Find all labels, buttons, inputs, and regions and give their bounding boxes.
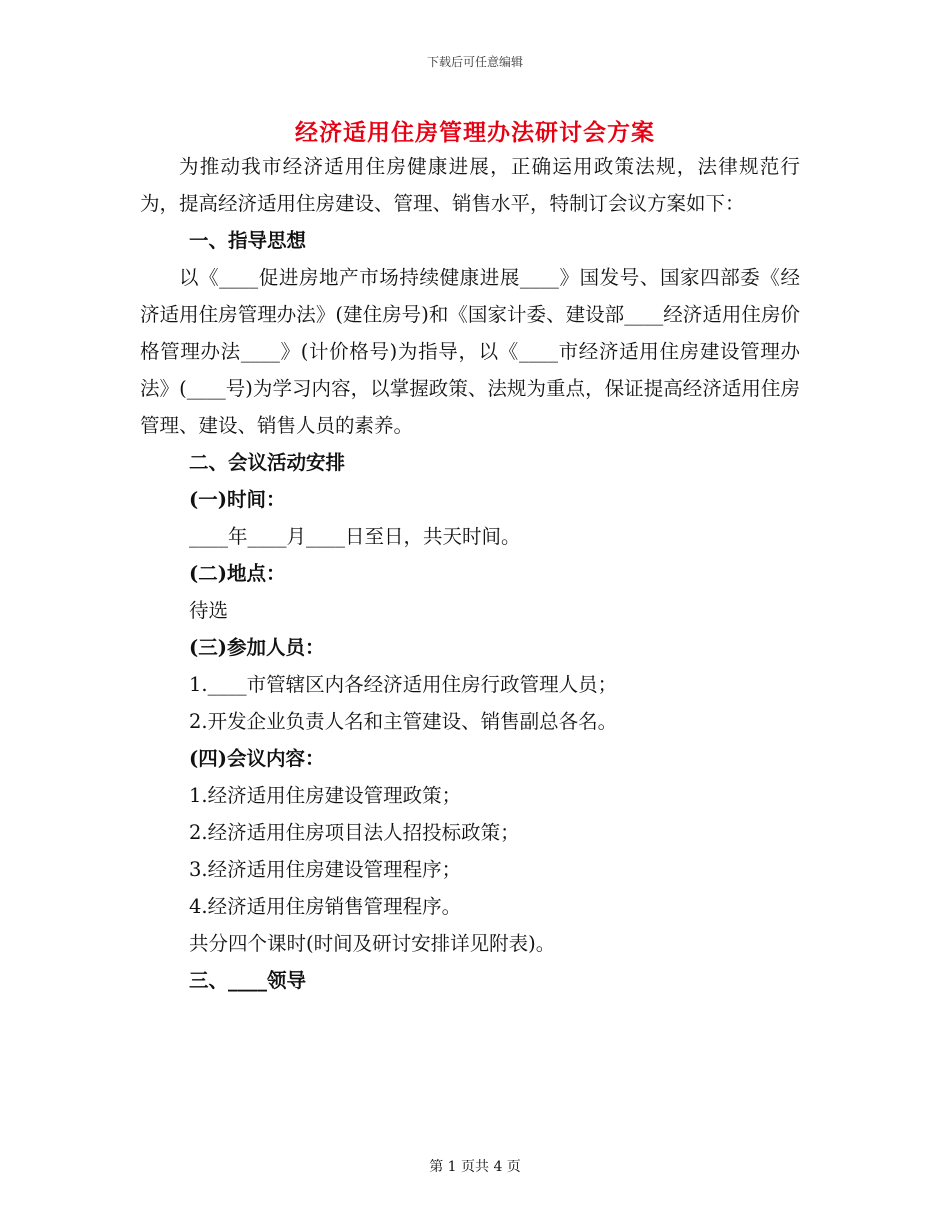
section-heading-guiding-thought: 一、指导思想 (189, 229, 307, 252)
document-title: 经济适用住房管理办法研讨会方案 (295, 119, 655, 146)
time-value: ____年____月____日至日，共天时间。 (189, 525, 521, 548)
guiding-thought-paragraph: 以《____促进房地产市场持续健康进展____》国发号、国家四部委《经济适用住房管理办法》(建住房号)和《国家计委、建设部____经济适用住房价格管理办法____》(计价格号)为指导，以《____市经济适用住房建设管理办法》(____号)为学习内容，以掌握政策、法规为重点，保证提高经济适用住房管理、建设、销售人员的素养。 (140, 266, 800, 437)
page-header-note: 下载后可任意编辑 (426, 55, 523, 69)
subheading-participants: (三)参加人员： (189, 636, 325, 659)
list-item: 4.经济适用住房销售管理程序。 (189, 895, 462, 918)
list-item: 1.____市管辖区内各经济适用住房行政管理人员； (189, 673, 618, 696)
page-number: 第 1 页共 4 页 (429, 1159, 521, 1175)
list-item: 2.开发企业负责人名和主管建设、销售副总各名。 (189, 710, 618, 733)
list-item: 2.经济适用住房项目法人招投标政策； (189, 821, 520, 844)
subheading-place: (二)地点： (189, 562, 286, 585)
subheading-meeting-content: (四)会议内容： (189, 747, 325, 770)
list-item: 1.经济适用住房建设管理政策； (189, 784, 462, 807)
section-heading-leadership: 三、____领导 (189, 969, 307, 992)
intro-paragraph: 为推动我市经济适用住房健康进展，正确运用政策法规，法律规范行为，提高经济适用住房建设、管理、销售水平，特制订会议方案如下： (140, 155, 800, 215)
list-item: 3.经济适用住房建设管理程序； (189, 858, 462, 881)
place-value: 待选 (189, 599, 229, 622)
section-heading-activity-arrangement: 二、会议活动安排 (189, 451, 346, 474)
subheading-time: (一)时间： (189, 488, 286, 511)
document-body (140, 148, 800, 999)
content-summary: 共分四个课时(时间及研讨安排详见附表)。 (189, 932, 556, 955)
